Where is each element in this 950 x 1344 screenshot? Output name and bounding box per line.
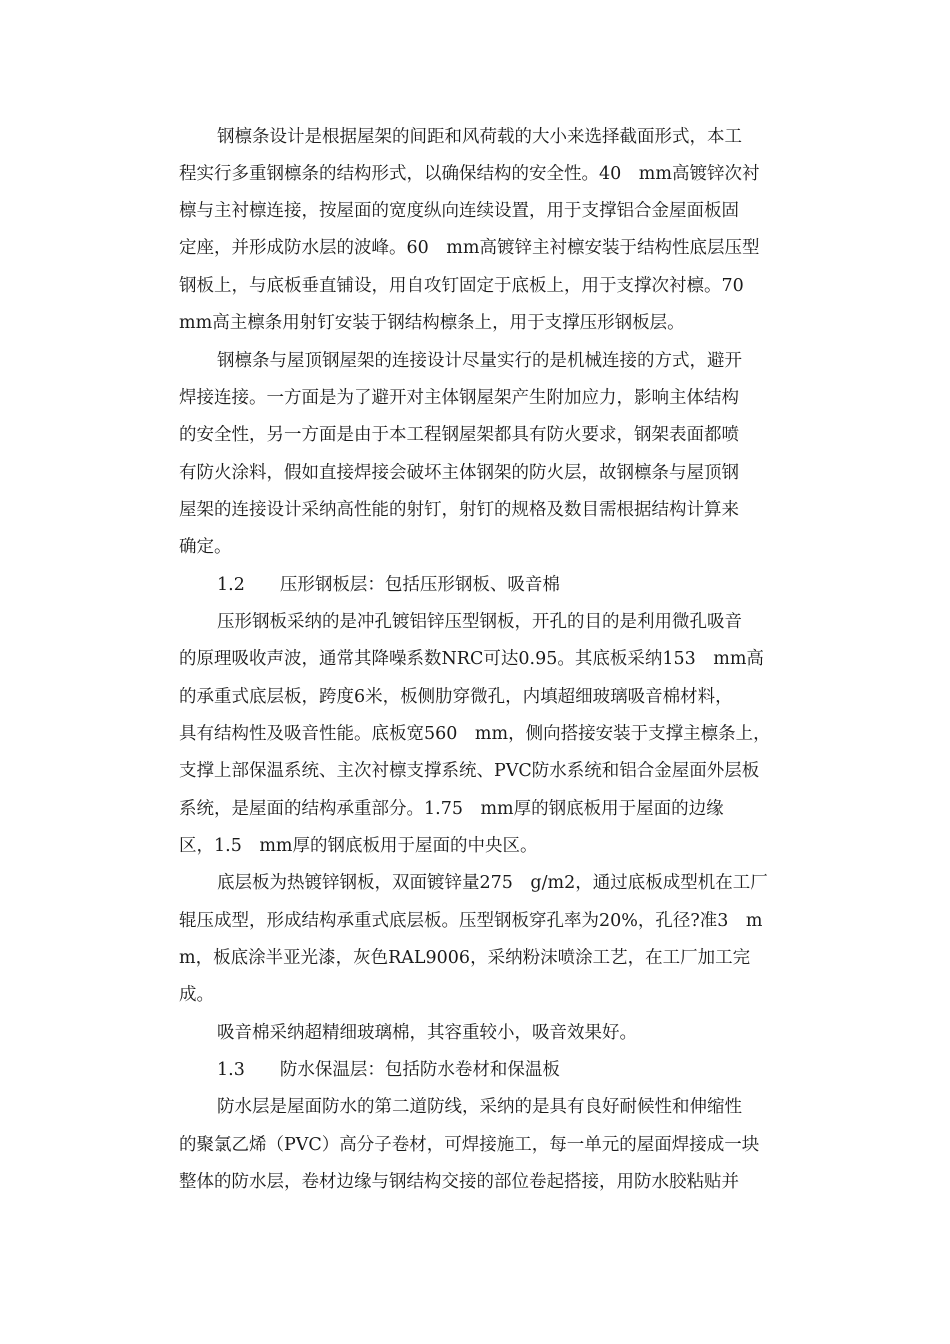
text-line: 屋架的连接设计采纳高性能的射钉，射钉的规格及数目需根据结构计算来 [179,500,739,520]
text-line: 吸音棉采纳超精细玻璃棉，其容重较小，吸音效果好。 [217,1023,637,1043]
text-line: 檩与主衬檩连接，按屋面的宽度纵向连续设置，用于支撑铝合金屋面板固 [179,201,739,221]
text-line: m，板底涂半亚光漆，灰色RAL9006，采纳粉沫喷涂工艺，在工厂加工完 [179,948,751,968]
text-line: 的聚氯乙烯（PVC）高分子卷材，可焊接施工，每一单元的屋面焊接成一块 [179,1135,760,1155]
text-line: 的承重式底层板，跨度6米，板侧肋穿微孔，内填超细玻璃吸音棉材料， [179,687,733,707]
text-line: 确定。 [179,537,232,557]
text-line: mm高主檩条用射钉安装于钢结构檩条上，用于支撑压形钢板层。 [179,313,685,333]
text-line: 钢板上，与底板垂直铺设，用自攻钉固定于底板上，用于支撑次衬檩。70 [179,276,744,296]
section-heading: 1.2 压形钢板层：包括压形钢板、吸音棉 [217,575,560,595]
text-line: 底层板为热镀锌钢板，双面镀锌量275 g/m2，通过底板成型机在工厂 [217,873,768,893]
text-line: 具有结构性及吸音性能。底板宽560 mm，侧向搭接安装于支撑主檩条上， [179,724,771,744]
text-line: 焊接连接。一方面是为了避开对主体钢屋架产生附加应力，影响主体结构 [179,388,739,408]
text-line: 辊压成型，形成结构承重式底层板。压型钢板穿孔率为20%，孔径?准3 m [179,911,763,931]
text-line: 定座，并形成防水层的波峰。60 mm高镀锌主衬檩安装于结构性底层压型 [179,238,760,258]
section-heading: 1.3 防水保温层：包括防水卷材和保温板 [217,1060,560,1080]
text-line: 系统，是屋面的结构承重部分。1.75 mm厚的钢底板用于屋面的边缘 [179,799,724,819]
text-line: 压形钢板采纳的是冲孔镀铝锌压型钢板，开孔的目的是利用微孔吸音 [217,612,742,632]
text-line: 钢檩条与屋顶钢屋架的连接设计尽量实行的是机械连接的方式，避开 [217,351,742,371]
text-line: 钢檩条设计是根据屋架的间距和风荷载的大小来选择截面形式，本工 [217,127,742,147]
text-line: 程实行多重钢檩条的结构形式，以确保结构的安全性。40 mm高镀锌次衬 [179,164,760,184]
text-line: 有防火涂料，假如直接焊接会破坏主体钢架的防火层，故钢檩条与屋顶钢 [179,463,739,483]
text-line: 整体的防水层，卷材边缘与钢结构交接的部位卷起搭接，用防水胶粘贴并 [179,1172,739,1192]
text-line: 支撑上部保温系统、主次衬檩支撑系统、PVC防水系统和铝合金屋面外层板 [179,761,760,781]
text-line: 的原理吸收声波，通常其降噪系数NRC可达0.95。其底板采纳153 mm高 [179,649,764,669]
text-line: 成。 [179,985,214,1005]
text-line: 防水层是屋面防水的第二道防线，采纳的是具有良好耐候性和伸缩性 [217,1097,742,1117]
text-line: 区，1.5 mm厚的钢底板用于屋面的中央区。 [179,836,538,856]
text-line: 的安全性，另一方面是由于本工程钢屋架都具有防火要求，钢架表面都喷 [179,425,739,445]
